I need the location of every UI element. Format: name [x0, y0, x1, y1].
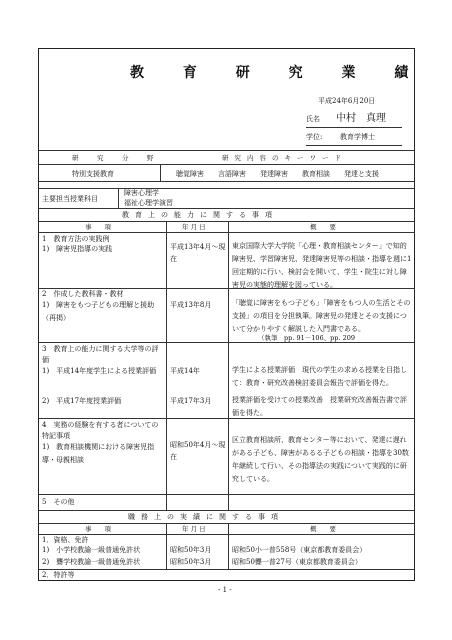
entry-summary: 昭和50聾一普27号（東京都教育委員会）: [232, 558, 362, 566]
keyword: 言語障害: [218, 170, 246, 178]
course-item: 障害心理学: [124, 189, 159, 197]
rule: [38, 208, 415, 209]
rule: [38, 523, 415, 524]
degree-label: 学位:: [306, 133, 323, 141]
rule: [38, 221, 415, 222]
course-item: 福祉心理学演習: [124, 199, 173, 207]
entry-summary: 区立教育相談所、教育センター等において、発達に遅れがある子ども、障害があるる子どもの相談・指導を30数年継続して行い、その指導法の実践について実践的に研究している。: [232, 436, 409, 483]
entry-summary: 東京国際大学大学院「心理・教育相談センター」で知的障害児、学習障害児、発達障害児等の相談・指導を週に1回定期的に行い、検討会を開いて、学生・院生に対し障害児の実態的理解を図っている。: [232, 242, 412, 289]
keyword: 聴覚障害: [176, 170, 204, 178]
col-header-summary: 概 要: [310, 525, 336, 533]
entry-date: 平成17年3月: [170, 397, 212, 405]
research-keywords-header: 研究内容のキーワード: [222, 154, 347, 162]
rule: [38, 232, 415, 233]
group-heading: 1．資格、免許: [42, 536, 89, 544]
frame-right: [414, 48, 415, 580]
group-heading: 2 作成した教科書・教材: [42, 290, 124, 298]
entry-date: 昭和50年3月: [170, 546, 212, 554]
col-header-item: 事 項: [85, 525, 111, 533]
col-header-date: 年 月 日: [182, 223, 206, 231]
group-heading: 4 実務の経験を有する者についての特記事項: [42, 421, 159, 440]
rule: [38, 510, 415, 511]
rule: [38, 534, 415, 535]
name-underline: [306, 127, 402, 128]
entry-item: 1) 小学校教諭一級普通免許状: [42, 546, 141, 554]
research-field-value: 特別支援教育: [72, 170, 114, 178]
entry-item: 1) 障害をもつ子どもの理解と援助（再掲）: [42, 301, 155, 322]
page-title: 教 育 研 究 業 績: [130, 65, 426, 81]
rule: [38, 150, 415, 151]
frame-top: [38, 48, 415, 49]
rule: [38, 494, 415, 495]
duties-section-title: 職務上の実績に関する事項: [128, 513, 284, 521]
document-date: 平成24年6月20日: [318, 97, 376, 105]
entry-item: 1) 障害児指導の実践: [42, 245, 113, 253]
keyword: 発達と支援: [344, 170, 379, 178]
education-section-title: 教育上の能力に関する事項: [122, 211, 278, 219]
column-divider: [160, 164, 161, 181]
entry-date: 平成13年4月～現在: [170, 243, 226, 263]
keyword: 発達障害: [260, 170, 288, 178]
frame-bottom: [38, 580, 415, 581]
column-divider: [166, 523, 167, 569]
entry-date: 昭和50年4月～現在: [170, 441, 226, 461]
col-header-item: 事 項: [85, 223, 111, 231]
entry-date: 昭和50年3月: [170, 558, 212, 566]
entry-date: 平成14年: [170, 367, 200, 375]
rule: [38, 188, 415, 189]
courses-label: 主要担当授業科目: [42, 195, 98, 203]
research-field-header: 研 究 分 野: [72, 154, 160, 162]
rule: [38, 164, 415, 165]
entry-summary: 学生による授業評価 現代の学生の求める授業を目指して：教育・研究改善検討委員会報告で評価を得た。: [232, 366, 407, 387]
group-heading: 3 教育上の能力に関する大学等の評価: [42, 345, 159, 364]
rule: [38, 181, 415, 182]
group-heading: 1 教育方法の実践例: [42, 235, 110, 243]
degree-underline: [306, 145, 402, 146]
entry-item: 1) 教育相談機関における障害児指導・母親相談: [42, 443, 155, 464]
column-divider: [166, 221, 167, 510]
degree-value: 教育学博士: [340, 133, 375, 141]
entry-item: 2) 平成17年度授業評価: [42, 397, 122, 405]
keyword: 教育相談: [302, 170, 330, 178]
col-header-summary: 概 要: [310, 223, 336, 231]
rule: [38, 418, 415, 419]
column-divider: [118, 188, 119, 208]
column-divider: [228, 523, 229, 569]
entry-summary: 昭和50小一普558号（東京都教育委員会）: [232, 546, 367, 554]
group-heading: 5 その他: [42, 498, 75, 506]
col-header-date: 年 月 日: [182, 525, 206, 533]
name-value: 中村 真理: [336, 113, 386, 124]
entry-item: 1) 平成14年度学生による授業評価: [42, 367, 157, 375]
column-divider: [228, 221, 229, 510]
frame-left: [38, 48, 39, 580]
entry-item: 2) 聾学校教諭一級普通免許状: [42, 558, 141, 566]
group-heading: 2．特許等: [42, 571, 75, 579]
rule: [38, 288, 415, 289]
entry-date: 平成13年8月: [170, 301, 212, 309]
rule: [38, 342, 415, 343]
page-number: - 1 -: [218, 586, 232, 594]
rule: [38, 569, 415, 570]
entry-note: （執筆 pp. 91－106、pp. 209: [258, 334, 355, 342]
entry-summary: 授業評価を受けての授業改善 授業研究改善報告書で評価を得た。: [232, 396, 407, 417]
entry-summary: 「聴覚に障害をもつ子ども」「障害をもつ人の生活とその支援」の項目を分担執筆。障害児の発達とその支援について分かりやすく解説した入門書である。: [232, 299, 411, 333]
name-label: 氏名: [306, 115, 320, 123]
